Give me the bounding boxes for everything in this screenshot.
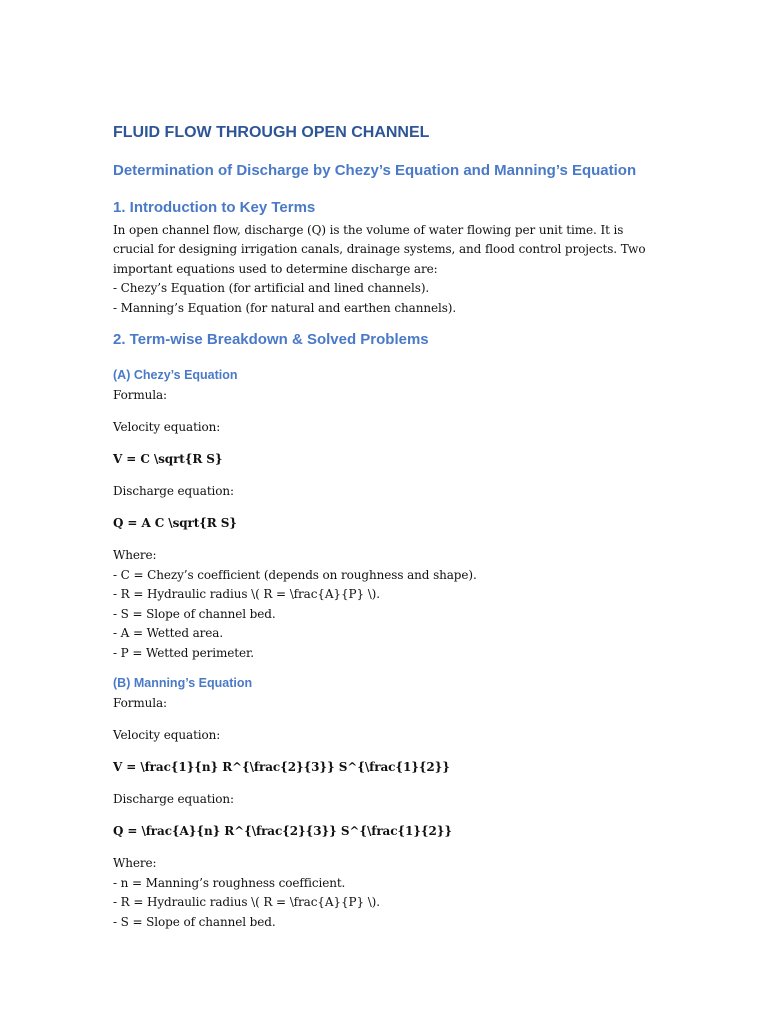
manning-formula-label: Formula: — [113, 696, 167, 710]
chezy-formula-label: Formula: — [113, 388, 167, 402]
manning-heading: (B) Manning’s Equation — [113, 676, 253, 690]
list-item: - R = Hydraulic radius \( R = \frac{A}{P} \). — [113, 895, 380, 910]
chezy-discharge-formula: Q = A C \sqrt{R S} — [113, 516, 237, 530]
section-1-heading: 1. Introduction to Key Terms — [113, 199, 316, 216]
manning-velocity-formula: V = \frac{1}{n} R^{\frac{2}{3}} S^{\frac{1}{2}} — [113, 760, 450, 774]
list-item: - C = Chezy’s coefficient (depends on roughness and shape). — [113, 568, 477, 582]
chezy-where-label: Where: — [113, 548, 157, 562]
document-subtitle: Determination of Discharge by Chezy’s Equation and Manning’s Equation — [113, 162, 637, 179]
chezy-discharge-label: Discharge equation: — [113, 484, 234, 498]
manning-discharge-formula: Q = \frac{A}{n} R^{\frac{2}{3}} S^{\frac{1}{2}} — [113, 824, 453, 838]
section-1-paragraph — [113, 221, 658, 318]
manning-discharge-label: Discharge equation: — [113, 792, 234, 806]
list-item: - S = Slope of channel bed. — [113, 914, 276, 929]
manning-where-label: Where: — [113, 856, 157, 870]
manning-where-list — [113, 874, 380, 932]
chezy-velocity-label: Velocity equation: — [113, 420, 221, 434]
list-item: - A = Wetted area. — [113, 626, 224, 641]
section-1-item: - Chezy’s Equation (for artificial and lined channels). — [113, 281, 430, 296]
list-item: - P = Wetted perimeter. — [113, 645, 255, 660]
document-title: FLUID FLOW THROUGH OPEN CHANNEL — [113, 124, 430, 141]
section-1-item: - Manning’s Equation (for natural and earthen channels). — [113, 300, 457, 315]
list-item: - S = Slope of channel bed. — [113, 606, 276, 621]
section-1-intro: In open channel flow, discharge (Q) is the volume of water flowing per unit time. It is crucial for designing irrigation canals, drainage systems, and flood control projects. Two important equations used to determine discharge are: — [113, 223, 646, 276]
manning-velocity-label: Velocity equation: — [113, 728, 221, 742]
chezy-where-list — [113, 566, 477, 663]
list-item: - R = Hydraulic radius \( R = \frac{A}{P} \). — [113, 587, 380, 602]
chezy-velocity-formula: V = C \sqrt{R S} — [113, 452, 223, 466]
chezy-heading: (A) Chezy’s Equation — [113, 368, 238, 382]
list-item: - n = Manning’s roughness coefficient. — [113, 876, 346, 890]
section-2-heading: 2. Term-wise Breakdown & Solved Problems — [113, 331, 429, 348]
